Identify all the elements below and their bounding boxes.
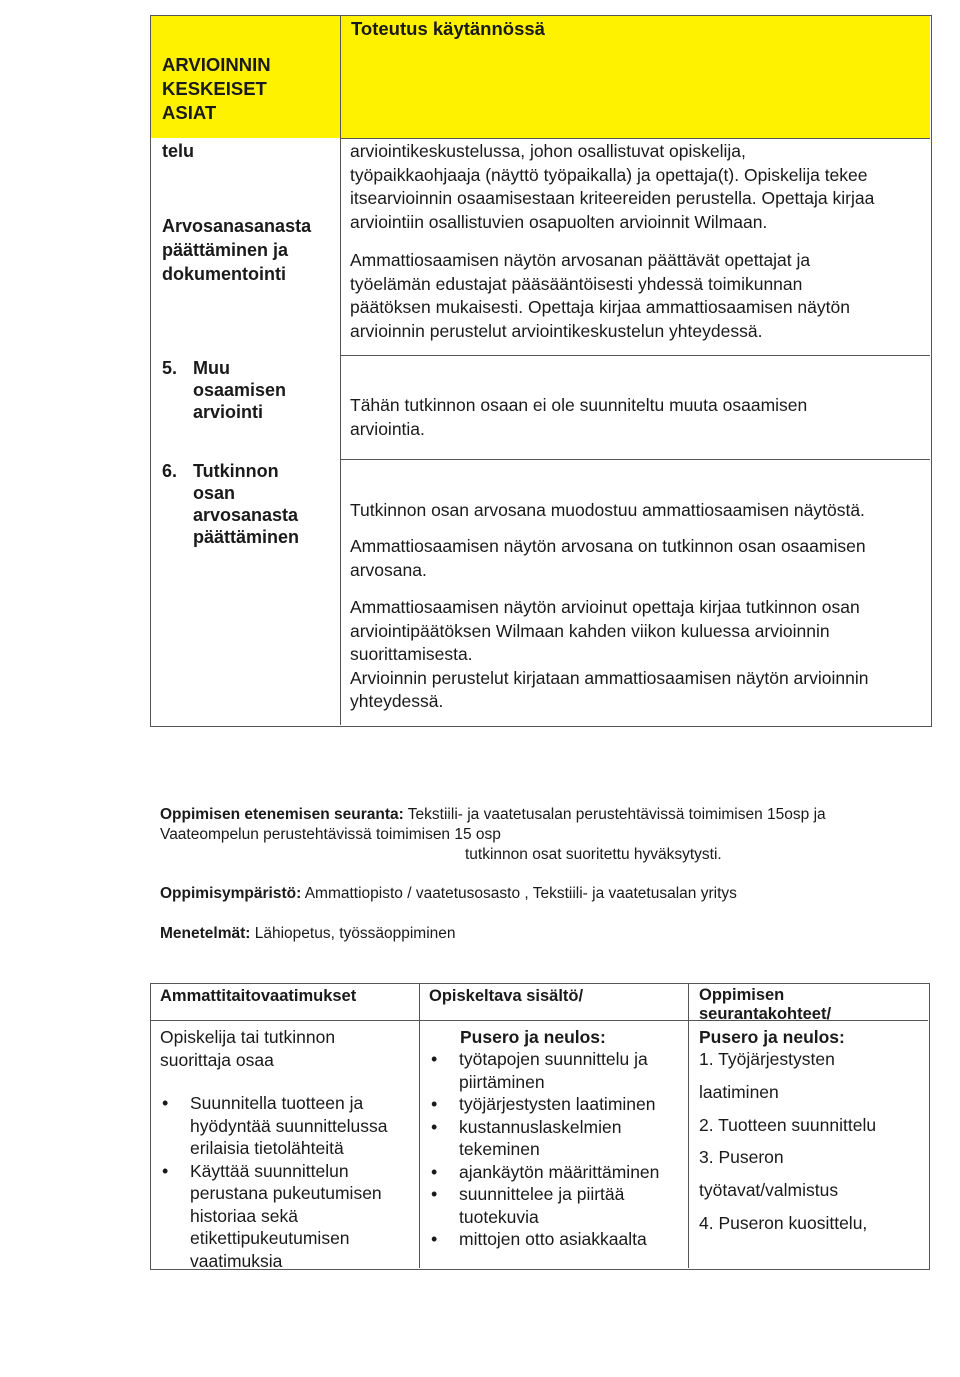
col3-title: Pusero ja neulos:	[699, 1027, 845, 1047]
column-divider	[340, 16, 341, 725]
col3-header: Oppimisen seurantakohteet/	[699, 986, 832, 1023]
col1-list	[160, 1092, 415, 1272]
list-item: • Käyttää suunnittelun perustana pukeutumisen historiaa sekä etikettipukeutumisen vaatimuksia	[160, 1160, 415, 1273]
list-item: • suunnittelee ja piirtää tuotekuvia	[429, 1183, 684, 1228]
row3-left-title: Tutkinnon osan arvosanasta päättäminen	[193, 461, 300, 547]
list-item: 4. Puseron kuosittelu,	[699, 1212, 868, 1233]
list-item: 2. Tuotteen suunnittelu	[699, 1114, 877, 1135]
row2-number: 5.	[162, 358, 178, 378]
methods-label: Menetelmät:	[160, 925, 251, 942]
col2-header: Opiskeltava sisältö/	[429, 987, 584, 1005]
row-divider	[340, 459, 930, 460]
progress-tracking-label: Oppimisen etenemisen seuranta:	[160, 806, 404, 823]
header-left-title: ARVIOINNIN KESKEISET ASIAT	[162, 54, 271, 123]
row2-right-text: Tähän tutkinnon osaan ei ole suunniteltu muuta osaamisen arviointia.	[350, 395, 808, 439]
list-item: laatiminen	[699, 1081, 779, 1102]
progress-tracking-line3: tutkinnon osat suoritettu hyväksytysti.	[465, 846, 722, 863]
col2-list	[429, 1048, 684, 1251]
col1-intro: Opiskelija tai tutkinnon suorittaja osaa	[160, 1027, 336, 1070]
row1-left-title: Arvosanasanasta päättäminen ja dokumentointi	[162, 216, 312, 284]
list-item: 1. Työjärjestysten	[699, 1049, 835, 1069]
methods-text: Lähiopetus, työssäoppiminen	[250, 925, 456, 942]
progress-tracking-text: Tekstiili- ja vaatetusalan perustehtävissä toimimisen 15osp ja	[403, 806, 826, 823]
row-divider	[340, 138, 930, 139]
row2-left-title: Muu osaamisen arviointi	[193, 358, 287, 422]
list-item: • Suunnitella tuotteen ja hyödyntää suunnittelussa erilaisia tietolähteitä	[160, 1092, 415, 1160]
row3-right-paragraph-2: Ammattiosaamisen näytön arvosana on tutkinnon osan osaamisen arvosana.	[350, 536, 866, 580]
row3-right-paragraph-1: Tutkinnon osan arvosana muodostuu ammattiosaamisen näytöstä.	[350, 500, 865, 520]
col3-list	[699, 1043, 924, 1240]
col1-header: Ammattitaitovaatimukset	[160, 987, 357, 1005]
list-item: • työtapojen suunnittelu ja piirtäminen	[429, 1048, 684, 1093]
progress-tracking-line2: Vaateompelun perustehtävissä toimimisen 15 osp	[160, 826, 501, 843]
column-divider	[419, 984, 420, 1268]
row3-right-paragraph-3: Ammattiosaamisen näytön arvioinut opettaja kirjaa tutkinnon osan arviointipäätöksen Wilmaan kahden viikon kuluessa arvioinnin suorittamisesta. Arvioinnin perustelut kirjataan ammattiosaamisen näytön arvioinnin yhteydessä.	[350, 597, 869, 711]
header-right-title: Toteutus käytännössä	[351, 18, 545, 39]
row-divider	[340, 355, 930, 356]
row1-right-paragraph-1: arviointikeskustelussa, johon osallistuvat opiskelija, työpaikkaohjaaja (näyttö työpaikalla) ja opettaja(t). Opiskelija tekee itsearvioinnin osaamisestaan kriteereiden perustella. Opettaja kirjaa arviointiin osallistuvien osapuolten arvioinnit Wilmaan.	[350, 141, 875, 232]
column-divider	[688, 984, 689, 1268]
methods	[160, 924, 456, 944]
list-item: 3. Puseron	[699, 1147, 784, 1168]
list-item: • työjärjestysten laatiminen	[429, 1093, 684, 1116]
learning-environment-text: Ammattiopisto / vaatetusosasto , Tekstiili- ja vaatetusalan yritys	[301, 885, 737, 902]
list-item: • mittojen otto asiakkaalta	[429, 1228, 684, 1251]
list-item: • kustannuslaskelmien tekeminen	[429, 1116, 684, 1161]
row1-left-continuation: telu	[162, 141, 195, 161]
row1-right-paragraph-2: Ammattiosaamisen näytön arvosanan päättävät opettajat ja työelämän edustajat pääsääntöisesti yhdessä toimikunnan päätöksen mukaisesti. Opettaja kirjaa ammattiosaamisen näytön arvioinnin perustelut arviointikeskustelun yhteydessä.	[350, 250, 850, 341]
row3-number: 6.	[162, 461, 178, 481]
list-item: • ajankäytön määrittäminen	[429, 1161, 684, 1184]
learning-environment	[160, 884, 737, 904]
progress-tracking	[160, 805, 826, 825]
assessment-table	[150, 15, 932, 727]
col2-title: Pusero ja neulos:	[460, 1027, 606, 1047]
list-item: työtavat/valmistus	[699, 1180, 839, 1201]
skills-table	[150, 983, 930, 1270]
learning-environment-label: Oppimisympäristö:	[160, 885, 302, 902]
